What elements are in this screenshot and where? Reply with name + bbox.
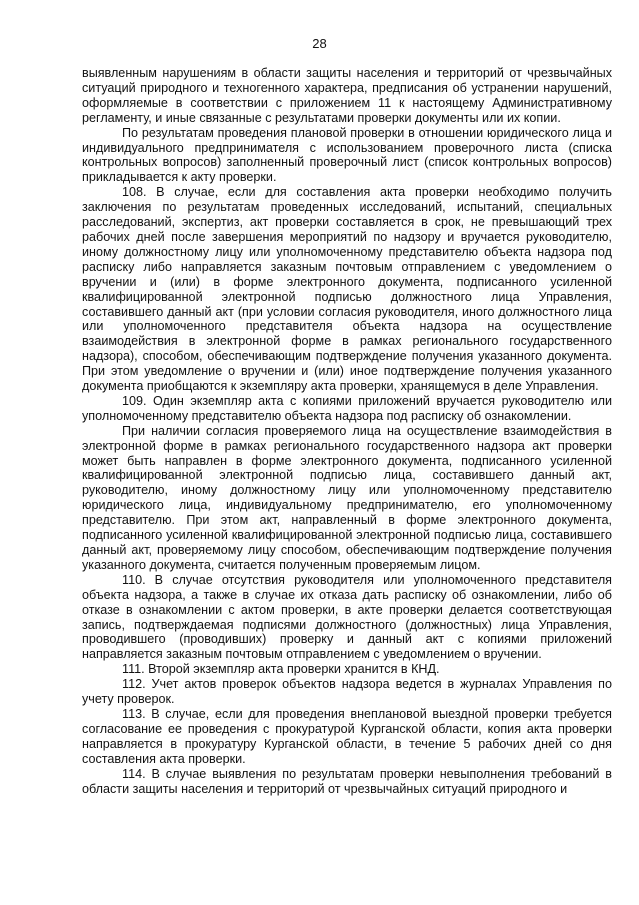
paragraph-112: 112. Учет актов проверок объектов надзора ведется в журналах Управления по учету проверок.: [82, 677, 612, 707]
document-body: [82, 66, 612, 796]
paragraph-checklist: По результатам проведения плановой проверки в отношении юридического лица и индивидуального предпринимателя с использованием проверочного листа (списка контрольных вопросов) заполненный проверочный лист (список контрольных вопросов) прикладывается к акту проверки.: [82, 125, 612, 185]
paragraph-111: 111. Второй экземпляр акта проверки хранится в КНД.: [122, 662, 440, 677]
paragraph-114: 114. В случае выявления по результатам проверки невыполнения требований в области защиты населения и территорий от чрезвычайных ситуаций природного и: [82, 766, 612, 796]
paragraph-113: 113. В случае, если для проведения внеплановой выездной проверки требуется согласование ее проведения с прокуратурой Курганской области, копия акта проверки направляется в прокуратуру Курганской области, в течение 5 рабочих дней со дня составления акта проверки.: [82, 706, 612, 766]
paragraph-110: 110. В случае отсутствия руководителя или уполномоченного представителя объекта надзора, а также в случае их отказа дать расписку об ознакомлении, либо об отказе в ознакомлении с актом проверки, в акте проверки делается соответствующая запись, подтверждаемая подписями должностного (должностных) лица Управления, проводившего (проводивших) проверку и данный акт с копиями приложений направляется заказным почтовым отправлением с уведомлением о вручении.: [82, 572, 612, 662]
paragraph-electronic-consent: При наличии согласия проверяемого лица на осуществление взаимодействия в электронной форме в рамках регионального государственного надзора акт проверки может быть направлен в форме электронного документа, подписанного усиленной квалифицированной электронной подписью лица, составившего данный акт, руководителю, иному должностному лицу или уполномоченному представителю юридического лица, индивидуальному предпринимателю, его уполномоченному представителю. При этом акт, направленный в форме электронного документа, подписанного усиленной квалифицированной электронной подписью лица, составившего данный акт, проверяемому лицу способом, обеспечивающим подтверждение получения указанного документа, считается полученным проверяемым лицом.: [82, 423, 612, 572]
paragraph-109: 109. Один экземпляр акта с копиями приложений вручается руководителю или уполномоченному представителю объекта надзора под расписку об ознакомлении.: [82, 393, 612, 423]
page-number: 28: [312, 36, 327, 51]
paragraph-108: 108. В случае, если для составления акта проверки необходимо получить заключения по результатам проведенных исследований, испытаний, специальных расследований, экспертиз, акт проверки составляется в срок, не превышающий трех рабочих дней после завершения мероприятий по надзору и вручается руководителю, иному должностному лицу или уполномоченному представителю объекта надзора под расписку либо направляется заказным почтовым отправлением с уведомлением о вручении и (или) в форме электронного документа, подписанного усиленной квалифицированной электронной подписью должностного лица Управления, составившего данный акт (при условии согласия руководителя, иного должностного лица или уполномоченного представителя объекта надзора на осуществление взаимодействия в электронной форме в рамках регионального государственного надзора), способом, обеспечивающим подтверждение получения указанного документа. При этом уведомление о вручении и (или) иное подтверждение получения указанного документа приобщаются к экземпляру акта проверки, хранящемуся в деле Управления.: [82, 185, 612, 394]
paragraph-continuation: выявленным нарушениям в области защиты населения и территорий от чрезвычайных ситуаций природного и техногенного характера, предписания об устранении нарушений, оформляемые в соответствии с приложением 11 к настоящему Административному регламенту, и иные связанные с результатами проверки документы или их копии.: [82, 66, 612, 125]
